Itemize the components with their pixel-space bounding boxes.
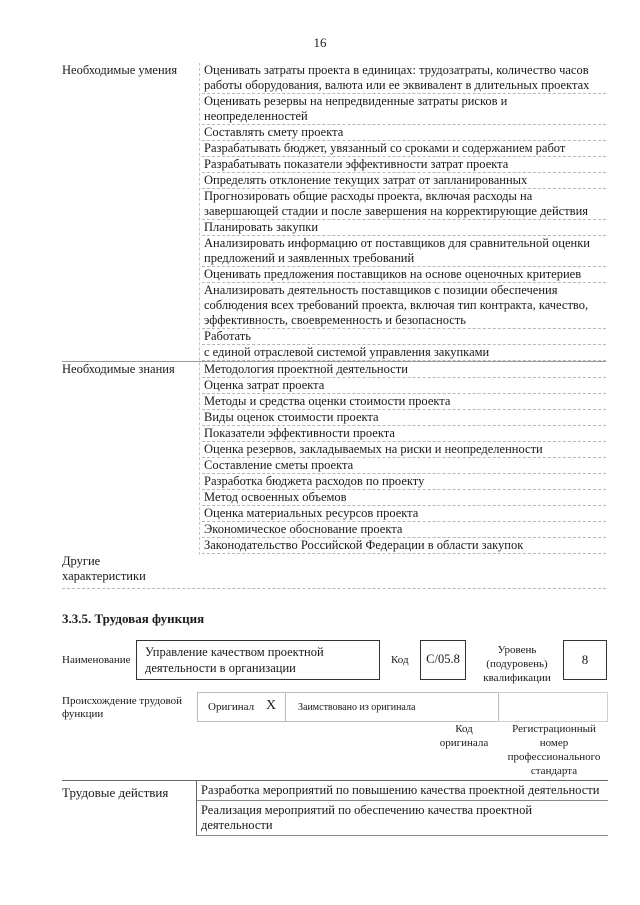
knowledge-row	[62, 361, 606, 554]
original-mark: X	[266, 698, 277, 713]
skill-item: Прогнозировать общие расходы проекта, включая расходы на завершающей стадии и после завершения на корректирующие действия	[202, 189, 606, 220]
level-box	[563, 640, 607, 680]
skill-item: Разрабатывать показатели эффективности затрат проекта	[202, 157, 606, 173]
skills-list	[202, 63, 606, 361]
knowledge-item: Разработка бюджета расходов по проекту	[202, 474, 606, 490]
knowledge-item: Методы и средства оценки стоимости проекта	[202, 394, 606, 410]
skill-item: Оценивать затраты проекта в единицах: трудозатраты, количество часов работы оборудования, валюта или ее эквивалент в длительных проектах	[202, 63, 606, 94]
knowledge-item: Законодательство Российской Федерации в области закупок	[202, 538, 606, 554]
labor-actions-table	[62, 780, 608, 836]
origin-separator	[285, 693, 286, 721]
knowledge-item: Оценка материальных ресурсов проекта	[202, 506, 606, 522]
other-label: Другие характеристики	[62, 554, 146, 583]
section-title: 3.3.5. Трудовая функция	[62, 611, 205, 626]
skill-item: Оценивать предложения поставщиков на основе оценочных критериев	[202, 267, 606, 283]
knowledge-item: Оценка затрат проекта	[202, 378, 606, 394]
origin-boxes	[197, 692, 499, 722]
knowledge-list	[202, 362, 606, 554]
skill-item: Разрабатывать бюджет, увязанный со сроками и содержанием работ	[202, 141, 606, 157]
code-label: Код	[391, 654, 409, 666]
origin-label: Происхождение трудовой функции	[62, 695, 183, 720]
knowledge-label: Необходимые знания	[62, 362, 175, 376]
knowledge-item: Экономическое обоснование проекта	[202, 522, 606, 538]
level-label: Уровень (подуровень) квалификации	[483, 644, 551, 684]
skills-knowledge-table	[62, 63, 606, 589]
level-value: 8	[581, 652, 589, 667]
skills-label: Необходимые умения	[62, 63, 178, 77]
skill-item: Оценивать резервы на непредвиденные затраты рисков и неопределенностей	[202, 94, 606, 125]
name-box	[136, 640, 380, 680]
skills-row	[62, 63, 606, 361]
actions-list	[196, 781, 608, 836]
name-label: Наименование	[62, 654, 131, 666]
skill-item: Анализировать информацию от поставщиков для сравнительной оценки предложений и заявленных требований	[202, 236, 606, 267]
page-number: 16	[313, 35, 327, 50]
reg-number-label: Регистрационный номер профессионального стандарта	[507, 723, 601, 777]
borrowed-label: Заимствовано из оригинала	[298, 702, 416, 713]
other-row	[62, 554, 606, 589]
skill-item: с единой отраслевой системой управления закупками	[202, 345, 606, 361]
action-item: Разработка мероприятий по повышению качества проектной деятельности	[197, 781, 608, 801]
skill-item: Определять отклонение текущих затрат от запланированных	[202, 173, 606, 189]
code-value: С/05.8	[426, 652, 460, 666]
actions-label: Трудовые действия	[62, 785, 169, 800]
code-original-label: Код оригинала	[439, 723, 489, 749]
knowledge-item: Методология проектной деятельности	[202, 362, 606, 378]
name-value: Управление качеством проектной деятельности в организации	[145, 645, 324, 675]
skill-item: Работать	[202, 329, 606, 345]
knowledge-item: Показатели эффективности проекта	[202, 426, 606, 442]
skill-item: Анализировать деятельность поставщиков с позиции обеспечения соблюдения всех требований проекта, включая тип контракта, качество, эффективность, своевременность и безопасность	[202, 283, 606, 329]
skill-item: Планировать закупки	[202, 220, 606, 236]
knowledge-item: Оценка резервов, закладываемых на риски и неопределенности	[202, 442, 606, 458]
skill-item: Составлять смету проекта	[202, 125, 606, 141]
knowledge-item: Виды оценок стоимости проекта	[202, 410, 606, 426]
knowledge-item: Составление сметы проекта	[202, 458, 606, 474]
knowledge-item: Метод освоенных объемов	[202, 490, 606, 506]
action-item: Реализация мероприятий по обеспечению качества проектной деятельности	[197, 801, 608, 836]
original-label: Оригинал	[208, 701, 255, 713]
code-box	[420, 640, 466, 680]
reg-number-cell	[497, 692, 608, 722]
